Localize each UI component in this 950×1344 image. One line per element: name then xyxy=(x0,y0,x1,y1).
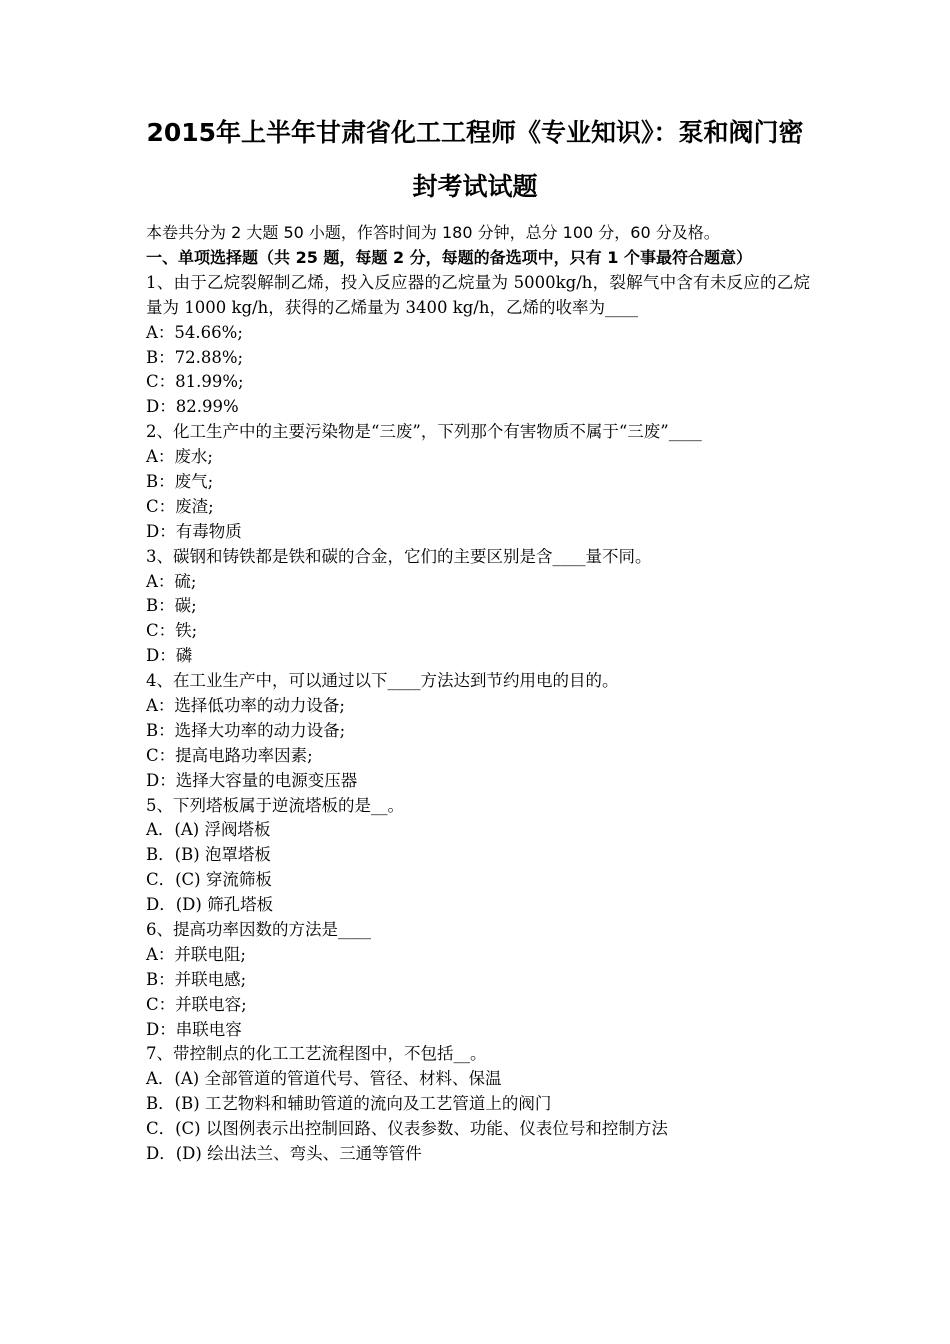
question-3 xyxy=(146,545,810,669)
option-b: B：72.88%; xyxy=(146,347,244,367)
option-a: A．(A) 浮阀塔板 xyxy=(146,820,271,840)
question-stem: 2、化工生产中的主要污染物是“三废”，下列那个有害物质不属于“三废”____ xyxy=(146,422,702,442)
option-c: C：81.99%; xyxy=(146,372,244,392)
option-a: A：并联电阻; xyxy=(146,944,246,964)
option-b: B：并联电感; xyxy=(146,969,247,989)
question-7 xyxy=(146,1042,810,1166)
option-c: C．(C) 以图例表示出控制回路、仪表参数、功能、仪表位号和控制方法 xyxy=(146,1119,668,1139)
option-a: A：选择低功率的动力设备; xyxy=(146,695,345,715)
question-stem: 4、在工业生产中，可以通过以下____方法达到节约用电的目的。 xyxy=(146,671,619,691)
question-4 xyxy=(146,669,810,793)
option-c: C：并联电容; xyxy=(146,994,247,1014)
exam-intro: 本卷共分为 2 大题 50 小题，作答时间为 180 分钟，总分 100 分，60 分及格。 xyxy=(146,223,720,242)
question-1 xyxy=(146,271,810,420)
section-heading: 一、单项选择题（共 25 题，每题 2 分，每题的备选项中，只有 1 个事最符合题意） xyxy=(146,247,752,267)
option-d: D：有毒物质 xyxy=(146,521,242,541)
question-2 xyxy=(146,420,810,544)
option-d: D：磷 xyxy=(146,646,193,666)
option-c: C．(C) 穿流筛板 xyxy=(146,870,272,890)
option-b: B．(B) 工艺物料和辅助管道的流向及工艺管道上的阀门 xyxy=(146,1094,552,1114)
question-stem: 6、提高功率因数的方法是____ xyxy=(146,919,371,939)
option-c: C：提高电路功率因素; xyxy=(146,745,313,765)
document-title-line1: 2015年上半年甘肃省化工工程师《专业知识》：泵和阀门密 xyxy=(146,118,804,147)
document-title-line2: 封考试试题 xyxy=(412,172,538,201)
option-c: C：废渣; xyxy=(146,496,214,516)
option-a: A：54.66%; xyxy=(146,322,243,342)
question-stem: 5、下列塔板属于逆流塔板的是__。 xyxy=(146,795,404,815)
document-body xyxy=(146,221,810,1167)
option-c: C：铁; xyxy=(146,621,198,641)
option-d: D：选择大容量的电源变压器 xyxy=(146,770,358,790)
question-stem: 1、由于乙烷裂解制乙烯，投入反应器的乙烷量为 5000kg/h，裂解气中含有未反应的乙烷量为 1000 kg/h，获得的乙烯量为 3400 kg/h，乙烯的收率为____ xyxy=(146,272,810,317)
option-d: D：串联电容 xyxy=(146,1019,242,1039)
option-a: A．(A) 全部管道的管道代号、管径、材料、保温 xyxy=(146,1069,502,1089)
option-b: B．(B) 泡罩塔板 xyxy=(146,845,271,865)
option-b: B：废气; xyxy=(146,471,214,491)
option-a: A：硫; xyxy=(146,571,197,591)
question-5 xyxy=(146,794,810,918)
question-stem: 3、碳钢和铸铁都是铁和碳的合金，它们的主要区别是含____量不同。 xyxy=(146,546,652,566)
option-d: D．(D) 筛孔塔板 xyxy=(146,895,274,915)
option-d: D．(D) 绘出法兰、弯头、三通等管件 xyxy=(146,1144,422,1163)
question-stem: 7、带控制点的化工工艺流程图中，不包括__。 xyxy=(146,1044,487,1064)
option-b: B：碳; xyxy=(146,596,197,616)
question-6 xyxy=(146,918,810,1042)
option-d: D：82.99% xyxy=(146,397,239,417)
option-a: A：废水; xyxy=(146,447,213,467)
option-b: B：选择大功率的动力设备; xyxy=(146,720,346,740)
